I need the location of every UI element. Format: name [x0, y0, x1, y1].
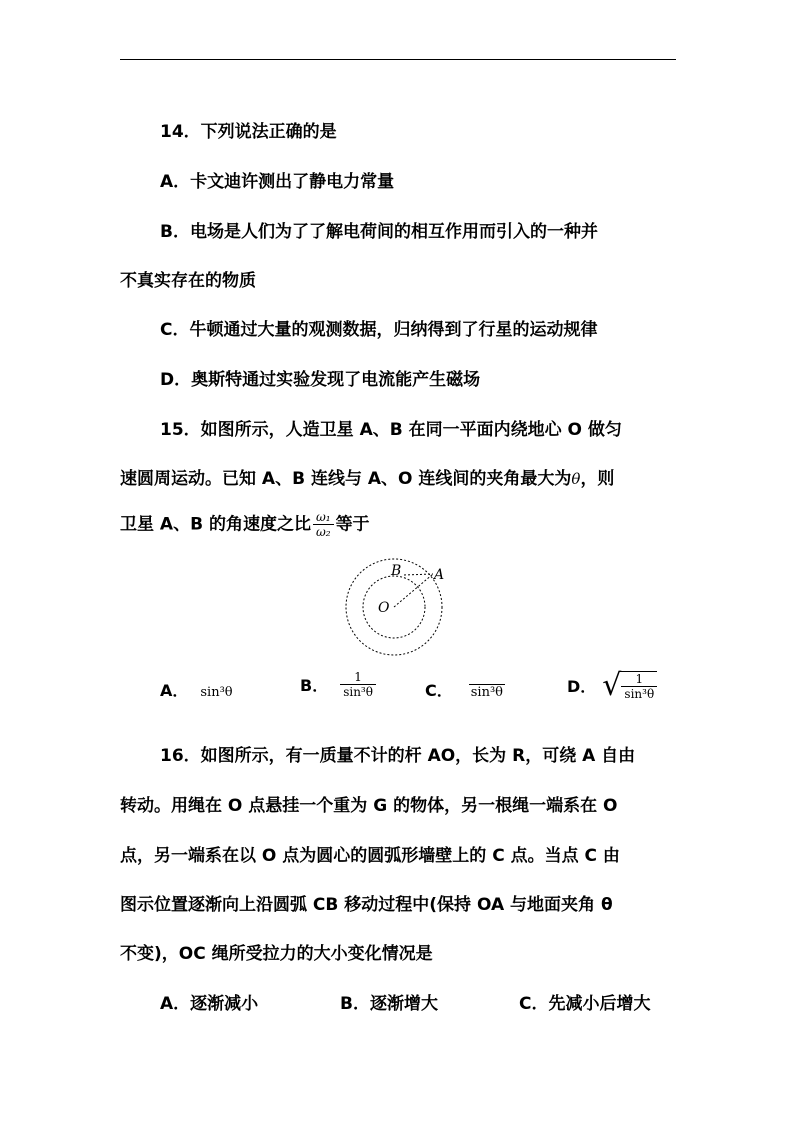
q16-option-c: C．先减小后增大 — [519, 994, 651, 1014]
q16-line5: 不变)，OC 绳所受拉力的大小变化情况是 — [120, 944, 433, 964]
q15-option-d-den: sin³θ — [624, 686, 655, 701]
q15-option-d-label: D． — [567, 677, 597, 696]
theta-symbol: θ — [571, 470, 581, 488]
q14-option-b-line2: 不真实存在的物质 — [120, 271, 256, 291]
q14-option-a: A．卡文迪许测出了静电力常量 — [160, 172, 395, 192]
label-a: A — [434, 567, 445, 583]
sqrt-sign: √ — [602, 668, 622, 703]
omega1: ω₁ — [313, 510, 334, 525]
q15-line2-end: ，则 — [580, 469, 615, 489]
q14-option-c: C．牛顿通过大量的观测数据，归纳得到了行星的运动规律 — [160, 320, 598, 340]
q15-option-c-label: C． — [425, 681, 453, 700]
q15-option-c-expr: sin³θ — [470, 685, 503, 700]
q16-line4: 图示位置逐渐向上沿圆弧 CB 移动过程中(保持 OA 与地面夹角 θ — [120, 895, 613, 915]
q15-line1: 15．如图所示，人造卫星 A、B 在同一平面内绕地心 O 做匀 — [160, 420, 622, 440]
q15-option-d-num: 1 — [621, 672, 657, 687]
q15-option-a — [160, 678, 233, 701]
q15-option-b-fraction — [340, 670, 376, 699]
q16-line3: 点，另一端系在以 O 点为圆心的圆弧形墙壁上的 C 点。当点 C 由 — [120, 846, 620, 866]
q15-option-b-den: sin³θ — [343, 685, 373, 699]
omega2: ω₂ — [315, 525, 331, 539]
q15-line2-text: 速圆周运动。已知 A、B 连线与 A、O 连线间的夹角最大为 — [120, 469, 572, 489]
q15-option-b-label: B． — [300, 676, 329, 695]
q15-line2 — [120, 469, 614, 489]
label-b: B — [391, 563, 402, 579]
q15-option-d — [567, 668, 657, 703]
q15-line3-text: 卫星 A、B 的角速度之比 — [120, 514, 311, 535]
q16-line2: 转动。用绳在 O 点悬挂一个重为 G 的物体，另一根绳一端系在 O — [120, 796, 618, 816]
q14-option-b-line1: B．电场是人们为了了解电荷间的相互作用而引入的一种并 — [160, 222, 598, 242]
header-rule — [120, 59, 676, 60]
q16-option-a: A．逐渐减小 — [160, 994, 259, 1014]
q15-option-c — [425, 678, 505, 701]
q15-option-a-expr: sin³θ — [200, 685, 233, 700]
line-ab — [404, 574, 433, 575]
omega-ratio-fraction — [313, 510, 334, 539]
q15-option-d-fraction — [621, 671, 657, 701]
q15-option-a-label: A． — [160, 681, 189, 700]
orbit-figure — [338, 550, 458, 665]
q15-option-b — [300, 670, 376, 699]
q15-line3 — [120, 510, 370, 539]
q14-option-d: D．奥斯特通过实验发现了电流能产生磁场 — [160, 370, 481, 390]
q15-line3-end: 等于 — [335, 514, 370, 535]
q16-line1: 16．如图所示，有一质量不计的杆 AO，长为 R，可绕 A 自由 — [160, 746, 636, 766]
label-o: O — [378, 600, 390, 616]
q14-stem: 14．下列说法正确的是 — [160, 122, 337, 142]
q16-option-b: B．逐渐增大 — [340, 994, 438, 1014]
q15-option-b-num: 1 — [340, 670, 376, 685]
